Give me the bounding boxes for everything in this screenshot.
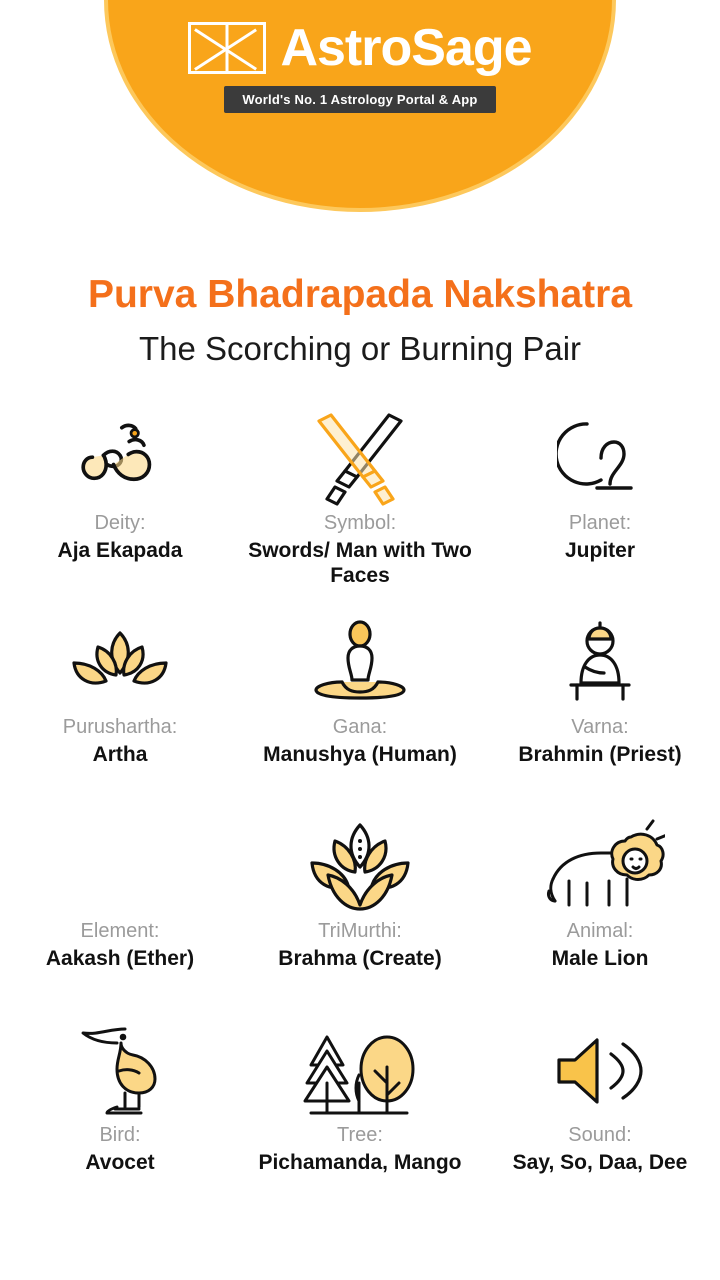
attribute-cell-animal: [480, 815, 720, 1011]
attribute-cell-trimurthi: [240, 815, 480, 1011]
lotus-icon: [66, 611, 174, 715]
attribute-value: Avocet: [85, 1151, 155, 1175]
priest-icon: [547, 611, 653, 715]
attribute-label: Element:: [80, 920, 160, 943]
attribute-value: Say, So, Daa, Dee: [512, 1151, 688, 1175]
attribute-cell-gana: [240, 611, 480, 807]
attribute-label: Animal:: [566, 920, 634, 943]
brand-block: [104, 19, 616, 113]
attribute-label: Bird:: [99, 1124, 141, 1147]
brand-row: [104, 19, 616, 77]
page-title: Purva Bhadrapada Nakshatra: [87, 273, 633, 316]
attribute-cell-planet: [480, 407, 720, 603]
tree-icon: [301, 1019, 419, 1123]
attribute-label: Tree:: [337, 1124, 383, 1147]
header: [0, 0, 720, 212]
attribute-label: Deity:: [94, 512, 146, 535]
page-subtitle: The Scorching or Burning Pair: [138, 329, 582, 367]
attribute-value: Artha: [92, 743, 148, 767]
attribute-value: Aakash (Ether): [45, 947, 195, 971]
attribute-value: Brahmin (Priest): [518, 743, 682, 767]
attribute-label: Symbol:: [323, 512, 397, 535]
attribute-cell-deity: [0, 407, 240, 603]
attribute-label: Gana:: [332, 716, 388, 739]
attributes-grid: [0, 407, 720, 1215]
attribute-cell-bird: [0, 1019, 240, 1215]
attribute-label: Varna:: [571, 716, 629, 739]
attribute-label: Planet:: [568, 512, 632, 535]
attribute-cell-purushartha: [0, 611, 240, 807]
attribute-cell-symbol: [240, 407, 480, 603]
attribute-value: Male Lion: [551, 947, 649, 971]
lotus-full-icon: [304, 815, 416, 919]
attribute-value: Manushya (Human): [263, 743, 457, 767]
jupiter-icon: [557, 407, 643, 511]
attribute-value: Brahma (Create): [278, 947, 442, 971]
attribute-cell-sound: [480, 1019, 720, 1215]
brand-tagline: World's No. 1 Astrology Portal & App: [224, 86, 495, 113]
lion-icon: [535, 815, 665, 919]
attribute-cell-tree: [240, 1019, 480, 1215]
swords-icon: [305, 407, 415, 511]
meditation-icon: [301, 611, 419, 715]
attribute-cell-element: [0, 815, 240, 1011]
brand-name: AstroSage: [280, 19, 532, 77]
sound-icon: [549, 1019, 651, 1123]
om-icon: [74, 407, 166, 511]
attribute-value: Jupiter: [564, 539, 635, 563]
astrosage-knot-logo-icon: [188, 22, 266, 74]
attribute-value: Swords/ Man with Two Faces: [248, 539, 472, 588]
attribute-value: Pichamanda, Mango: [258, 1151, 462, 1175]
attribute-cell-varna: [480, 611, 720, 807]
attribute-label: Sound:: [568, 1124, 632, 1147]
attribute-label: Purushartha:: [62, 716, 178, 739]
bird-icon: [69, 1019, 171, 1123]
attribute-value: Aja Ekapada: [57, 539, 183, 563]
attribute-label: TriMurthi:: [318, 920, 402, 943]
